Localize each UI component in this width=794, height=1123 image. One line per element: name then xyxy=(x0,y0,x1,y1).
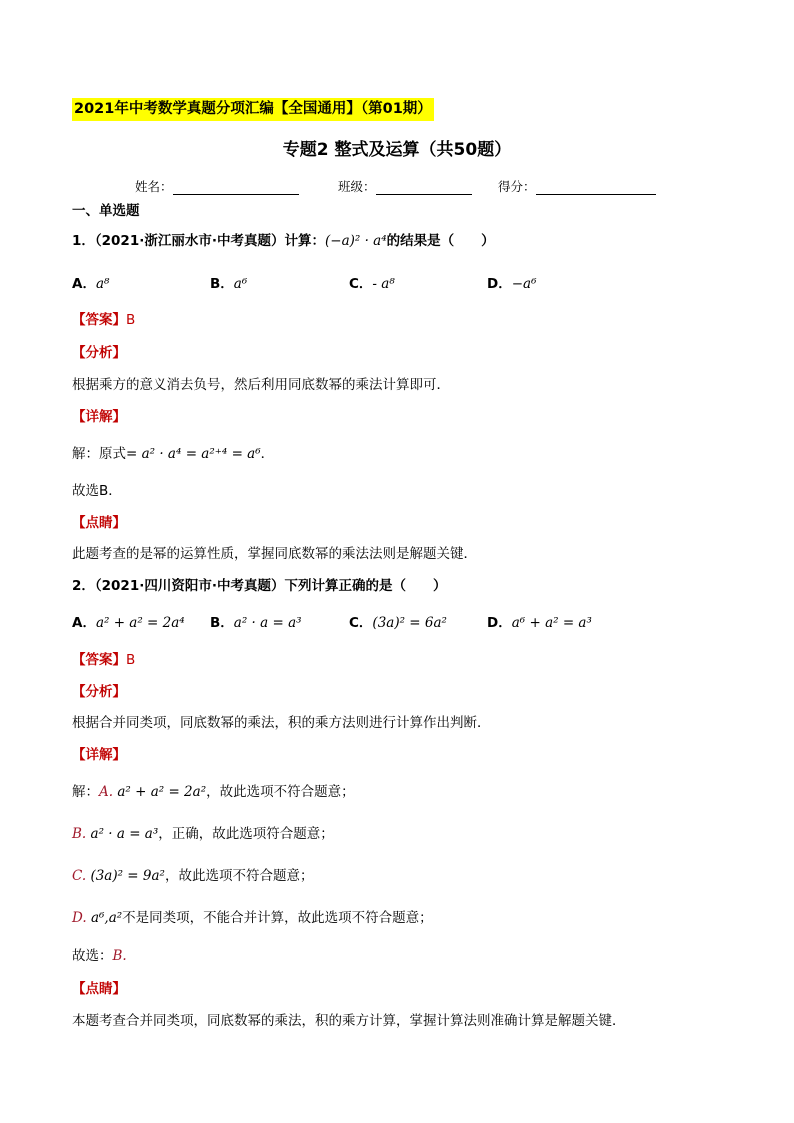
q1-answer: 【答案】B xyxy=(72,312,136,328)
q1-detail-label: 【详解】 xyxy=(72,409,126,425)
class-label: 班级： xyxy=(338,179,376,194)
q2-choose: 故选：B. xyxy=(72,948,127,964)
collection-banner: 2021年中考数学真题分项汇编【全国通用】（第01期） xyxy=(72,98,434,121)
q2-answer: 【答案】B xyxy=(72,652,136,668)
q1-option-a: A．a⁸ xyxy=(72,276,110,292)
class-blank xyxy=(376,180,472,195)
q1-comment-text: 此题考查的是幂的运算性质，掌握同底数幂的乘法法则是解题关键． xyxy=(72,546,477,562)
page-title: 专题2 整式及运算（共50题） xyxy=(282,140,512,160)
name-field xyxy=(135,177,299,195)
q1-option-c: C．- a⁸ xyxy=(349,276,395,292)
section-title: 一、单选题 xyxy=(72,203,140,219)
q2-comment-text: 本题考查合并同类项，同底数幂的乘法，积的乘方计算，掌握计算法则准确计算是解题关键． xyxy=(72,1013,626,1029)
name-blank xyxy=(173,180,299,195)
q1-analysis-text: 根据乘方的意义消去负号，然后利用同底数幂的乘法计算即可． xyxy=(72,377,450,393)
q2-detail-c: C. (3a)² = 9a²，故此选项不符合题意； xyxy=(72,868,314,884)
question-2-stem: 2．（2021·四川资阳市·中考真题）下列计算正确的是（ ） xyxy=(72,578,447,594)
q2-analysis-label: 【分析】 xyxy=(72,684,126,700)
q1-answer-value: B xyxy=(126,312,136,328)
q1-comment-label: 【点睛】 xyxy=(72,515,126,531)
q2-detail-a: 解：A. a² + a² = 2a²，故此选项不符合题意； xyxy=(72,784,355,800)
q1-expression: (−a)² · a⁴ xyxy=(324,233,387,249)
q2-comment-label: 【点睛】 xyxy=(72,981,126,997)
q2-detail-label: 【详解】 xyxy=(72,747,126,763)
score-label: 得分： xyxy=(498,179,536,194)
q2-analysis-text: 根据合并同类项，同底数幂的乘法，积的乘方法则进行计算作出判断． xyxy=(72,715,491,731)
q2-option-a: A．a² + a² = 2a⁴ xyxy=(72,615,185,631)
q2-answer-value: B xyxy=(126,652,136,668)
question-1-stem xyxy=(72,229,495,249)
q1-detail-expression: = a² · a⁴ = a²⁺⁴ = a⁶ xyxy=(126,446,261,462)
class-field xyxy=(338,177,472,195)
q2-option-c: C．(3a)² = 6a² xyxy=(349,615,447,631)
score-field xyxy=(498,177,656,195)
name-label: 姓名： xyxy=(135,179,173,194)
q2-option-d: D．a⁶ + a² = a³ xyxy=(487,615,592,631)
score-blank xyxy=(536,180,656,195)
q1-detail-line: 解：原式= a² · a⁴ = a²⁺⁴ = a⁶． xyxy=(72,446,275,462)
q2-option-b: B．a² · a = a³ xyxy=(210,615,302,631)
q1-stem-suffix: 的结果是（ ） xyxy=(386,233,495,249)
q2-detail-d: D. a⁶,a²不是同类项，不能合并计算，故此选项不符合题意； xyxy=(72,910,433,926)
q1-choose: 故选B． xyxy=(72,483,122,499)
q1-option-d: D．−a⁶ xyxy=(487,276,537,292)
q2-detail-b: B. a² · a = a³，正确，故此选项符合题意； xyxy=(72,826,334,842)
q1-option-b: B．a⁶ xyxy=(210,276,248,292)
q1-analysis-label: 【分析】 xyxy=(72,345,126,361)
q1-stem-text: 1．（2021·浙江丽水市·中考真题）计算： xyxy=(72,233,325,249)
